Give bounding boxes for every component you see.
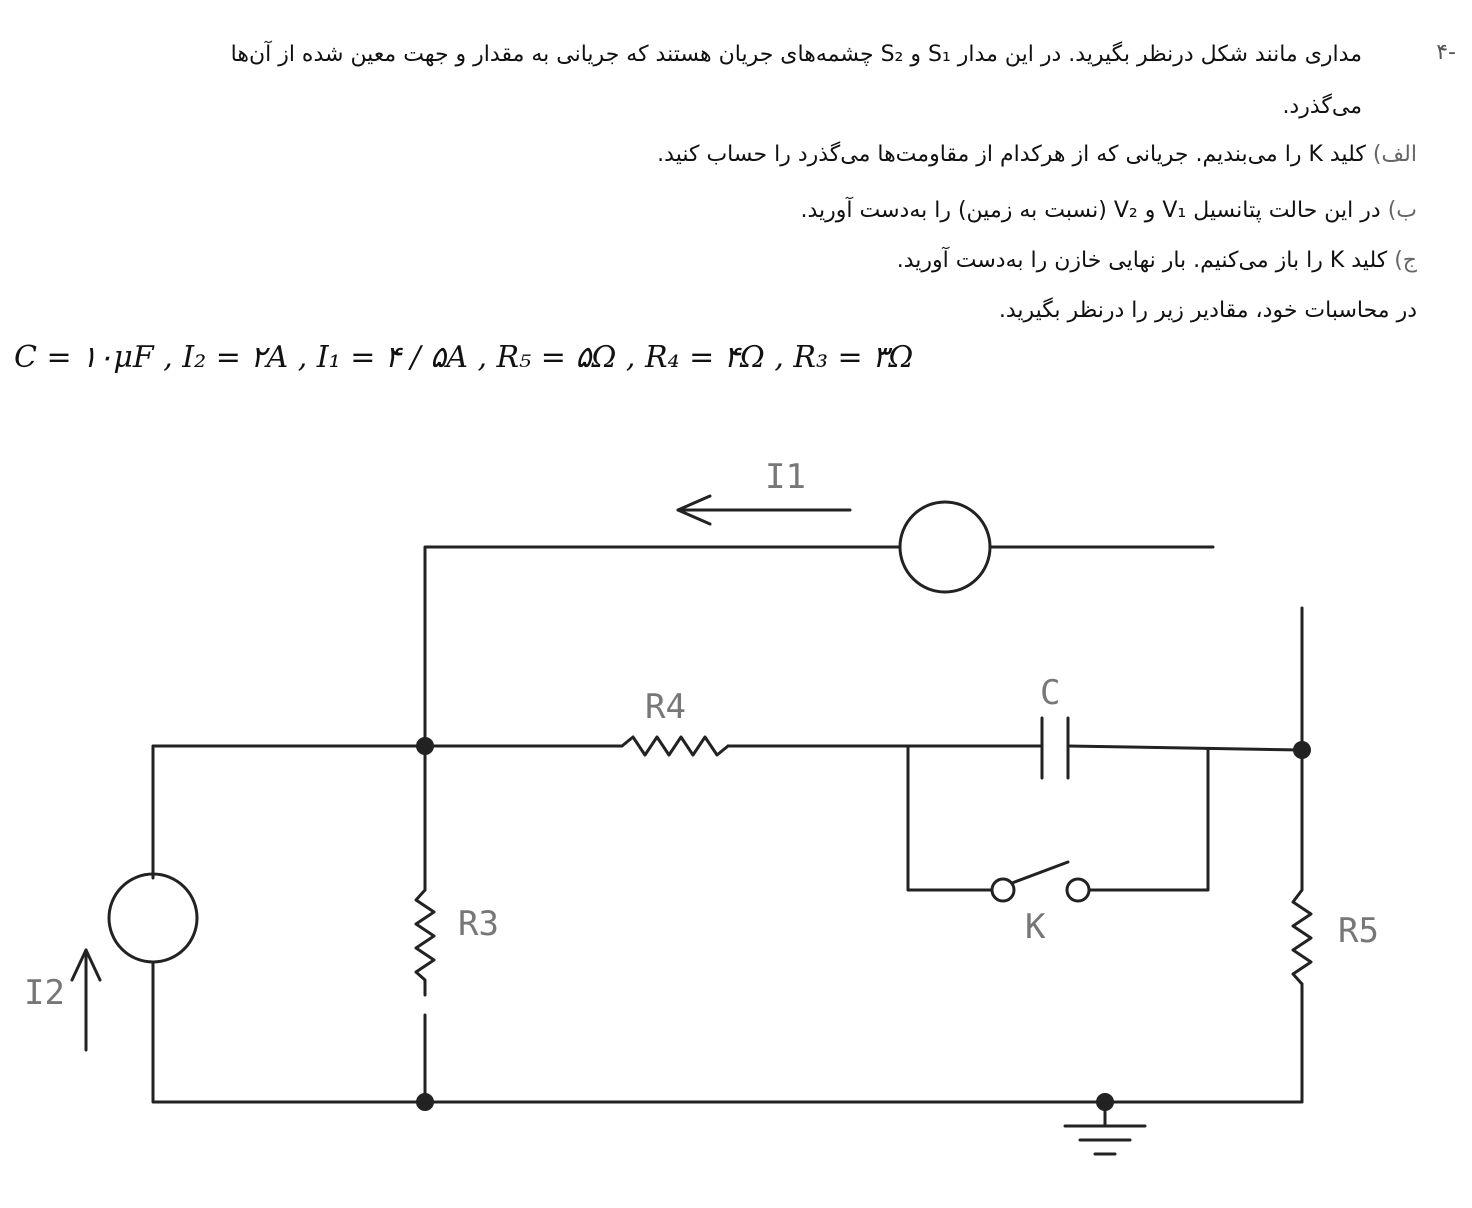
node-bottom-left <box>416 1093 434 1111</box>
part-b-text: در این حالت پتانسیل V₁ و V₂ (نسبت به زمین) را به‌دست آورید. <box>800 198 1381 223</box>
switch-lever <box>1012 862 1068 883</box>
circuit-diagram <box>0 400 1472 1208</box>
part-c-text: کلید K را باز می‌کنیم. بار نهایی خازن را به‌دست آورید. <box>896 248 1388 273</box>
resistor-r5 <box>1293 890 1311 984</box>
switch-branch <box>908 746 992 890</box>
middle-wire-right <box>1068 746 1302 750</box>
label-c: C <box>1040 673 1061 713</box>
label-i1: I1 <box>765 457 806 497</box>
resistor-r3 <box>416 890 434 995</box>
part-c <box>897 246 1417 276</box>
node-ground <box>1096 1093 1114 1111</box>
given-values: C = ۱۰μF , I₂ = ۲A , I₁ = ۴ / ۵A , R₅ = ۵Ω , R₄ = ۴Ω , R₃ = ۳Ω <box>14 340 914 375</box>
switch-contact-right <box>1067 879 1089 901</box>
part-b <box>800 196 1417 226</box>
switch-branch-right <box>1089 750 1208 890</box>
part-c-label: ج) <box>1394 248 1417 273</box>
label-r5: R5 <box>1338 911 1379 951</box>
label-r4: R4 <box>645 687 686 727</box>
node-right <box>1293 741 1311 759</box>
node-top-left <box>416 737 434 755</box>
source-i2 <box>109 874 197 962</box>
problem-line-1: مداری مانند شکل درنظر بگیرید. در این مدار S₁ و S₂ چشمه‌های جریان هستند که جریانی به مقدار و جهت معین شده از آن‌ها <box>230 42 1362 67</box>
part-b-label: ب) <box>1387 198 1417 223</box>
part-a-label: الف) <box>1372 142 1417 167</box>
problem-text <box>0 0 1472 400</box>
problem-number: -۴ <box>1436 40 1456 65</box>
label-r3: R3 <box>458 904 499 944</box>
problem-line-2: می‌گذرد. <box>1282 94 1362 119</box>
label-k: K <box>1025 907 1046 947</box>
resistor-r4 <box>622 737 728 755</box>
part-a <box>657 140 1417 170</box>
part-a-text: کلید K را می‌بندیم. جریانی که از هرکدام از مقاومت‌ها می‌گذرد را حساب کنید. <box>657 142 1366 167</box>
source-i1 <box>900 502 990 592</box>
label-i2: I2 <box>24 973 65 1013</box>
given-intro: در محاسبات خود، مقادیر زیر را درنظر بگیرید. <box>998 298 1417 323</box>
left-wire-bottom <box>153 962 1302 1102</box>
